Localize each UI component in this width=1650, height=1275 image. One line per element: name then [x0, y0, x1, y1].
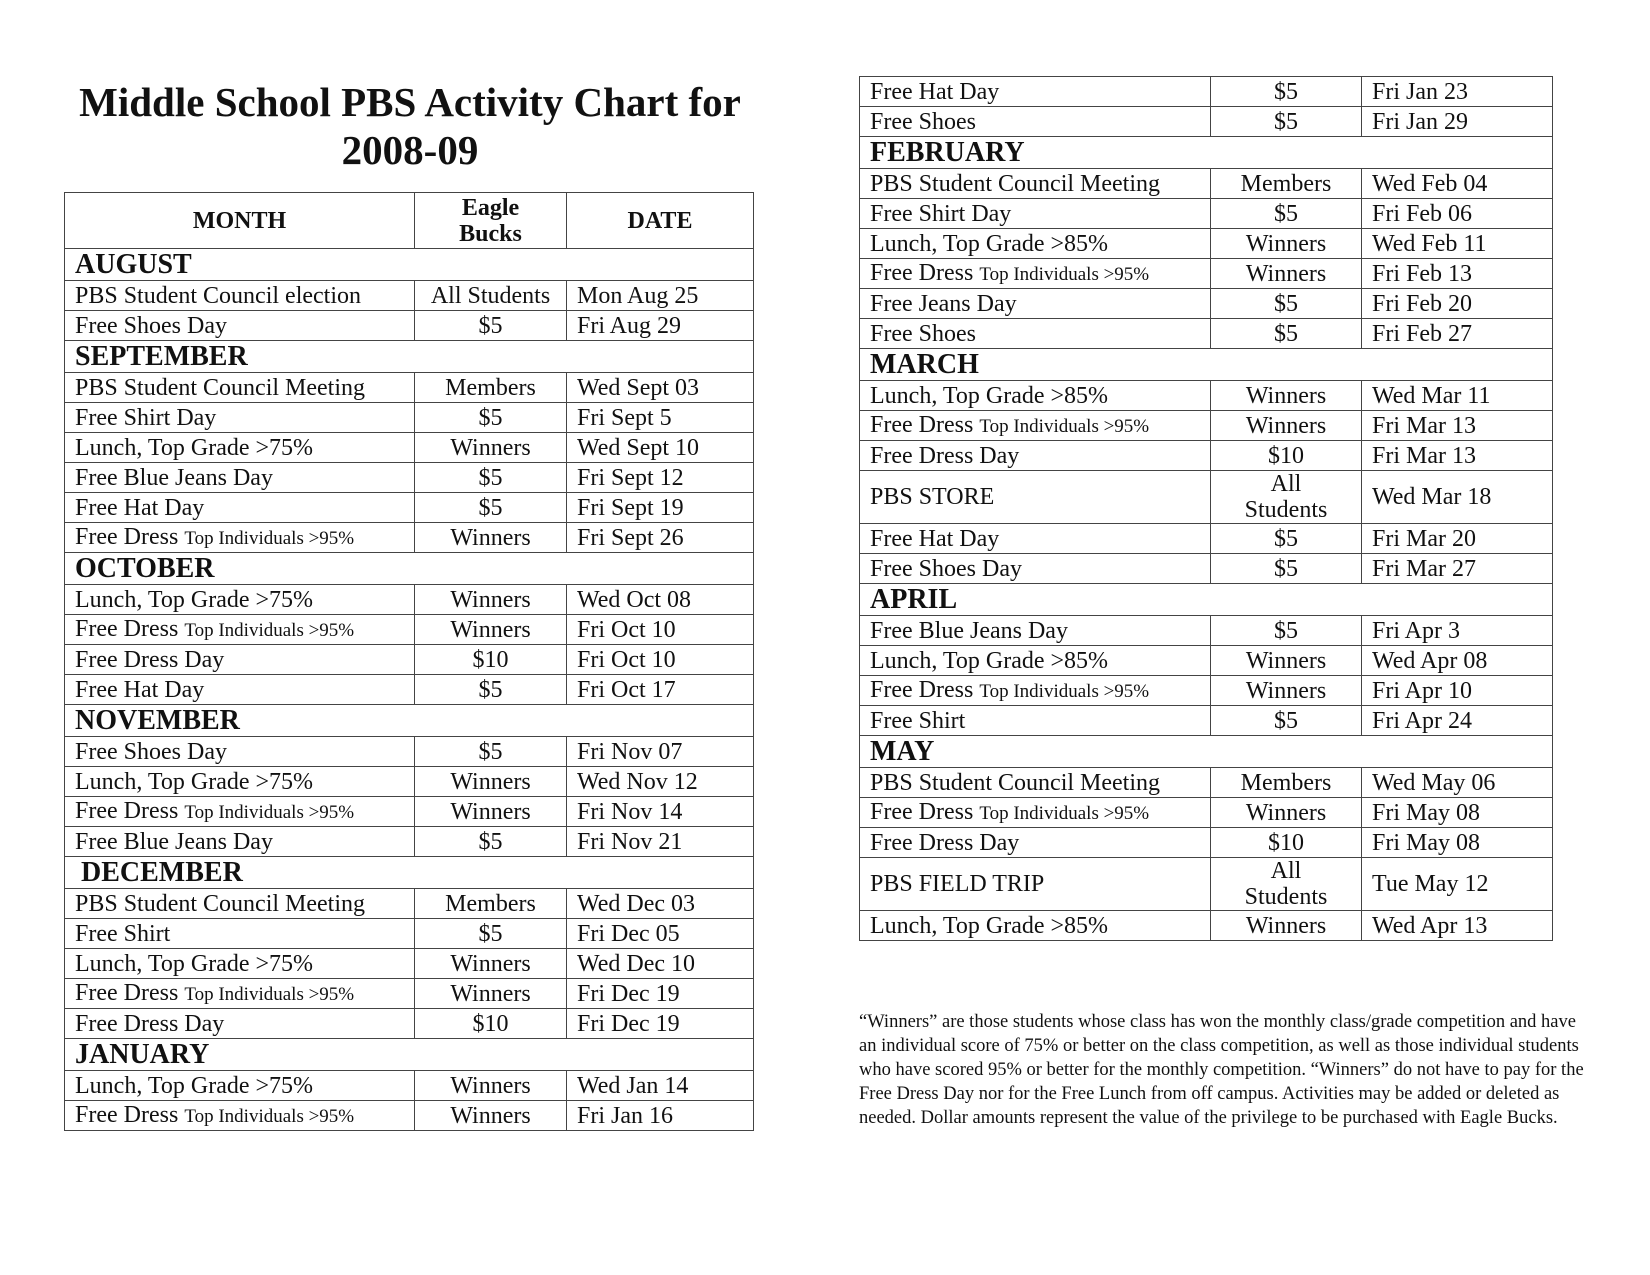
eagle-bucks-cell: Winners [1211, 381, 1362, 411]
table-row [860, 554, 1553, 584]
table-row [65, 403, 754, 433]
page-title [60, 78, 760, 174]
table-row [65, 523, 754, 553]
date-cell: Fri Oct 17 [567, 675, 754, 705]
schedule-table-right [859, 76, 1553, 941]
activity-cell: Free Shoes Day [860, 554, 1211, 584]
eagle-bucks-cell: $10 [415, 645, 567, 675]
table-row [65, 919, 754, 949]
month-label: SEPTEMBER [65, 341, 754, 373]
month-label: OCTOBER [65, 553, 754, 585]
date-cell: Fri Aug 29 [567, 311, 754, 341]
table-row [65, 889, 754, 919]
date-cell: Wed Nov 12 [567, 767, 754, 797]
date-cell: Fri Feb 27 [1362, 319, 1553, 349]
month-label: JANUARY [65, 1039, 754, 1071]
date-cell: Fri Jan 23 [1362, 77, 1553, 107]
eagle-bucks-cell: $10 [1211, 828, 1362, 858]
date-cell: Fri Oct 10 [567, 615, 754, 645]
table-row [860, 199, 1553, 229]
eagle-bucks-cell: Winners [415, 1101, 567, 1131]
eagle-bucks-cell: $10 [1211, 441, 1362, 471]
eagle-bucks-cell: Winners [1211, 411, 1362, 441]
eagle-bucks-cell: $5 [1211, 554, 1362, 584]
activity-qualifier: Top Individuals >95% [184, 801, 355, 823]
table-row-pbs-field-trip [860, 858, 1553, 911]
date-cell: Wed Sept 03 [567, 373, 754, 403]
eagle-bucks-cell: Winners [415, 797, 567, 827]
activity-cell: Free Dress Top Individuals >95% [65, 1101, 415, 1131]
activity-cell: PBS Student Council Meeting [860, 169, 1211, 199]
header-month: MONTH [65, 193, 415, 249]
eagle-bucks-cell: Winners [415, 433, 567, 463]
date-cell: Fri Apr 3 [1362, 616, 1553, 646]
activity-cell: Free Dress Top Individuals >95% [860, 259, 1211, 289]
eagle-bucks-cell: $5 [415, 919, 567, 949]
eagle-bucks-cell: $5 [415, 403, 567, 433]
table-row [860, 77, 1553, 107]
activity-cell: Lunch, Top Grade >75% [65, 433, 415, 463]
date-cell: Fri Feb 06 [1362, 199, 1553, 229]
activity-cell: Lunch, Top Grade >75% [65, 585, 415, 615]
activity-cell: PBS Student Council election [65, 281, 415, 311]
header-date: DATE [567, 193, 754, 249]
footnote: “Winners” are those students whose class has won the monthly class/grade competition and have an individual score of 75% or better on the class competition, as well as those individual students who have scored 95% or better for the monthly competition. “Winners” do not have to pay for the Free Dress Day nor for the Free Lunch from off campus. Activities may be added or deleted as needed. Dollar amounts represent the value of the privilege to be purchased with Eagle Bucks. [859, 1012, 1584, 1128]
table-row [860, 706, 1553, 736]
activity-cell: Free Dress Top Individuals >95% [65, 797, 415, 827]
table-row [860, 169, 1553, 199]
date-cell: Fri Apr 24 [1362, 706, 1553, 736]
eagle-bucks-cell: $5 [415, 463, 567, 493]
activity-qualifier: Top Individuals >95% [184, 527, 355, 549]
activity-cell: Free Dress Top Individuals >95% [860, 798, 1211, 828]
date-cell: Mon Aug 25 [567, 281, 754, 311]
eagle-bucks-cell: $5 [1211, 616, 1362, 646]
activity-qualifier: Top Individuals >95% [979, 802, 1150, 824]
table-row [65, 373, 754, 403]
date-cell: Fri Nov 14 [567, 797, 754, 827]
activity-cell: PBS STORE [860, 471, 1211, 524]
table-row [65, 1071, 754, 1101]
title-line-1: Middle School PBS Activity Chart for [79, 79, 741, 125]
table-row [65, 463, 754, 493]
date-cell: Fri Feb 20 [1362, 289, 1553, 319]
activity-cell: Lunch, Top Grade >75% [65, 1071, 415, 1101]
activity-qualifier: Top Individuals >95% [184, 983, 355, 1005]
eagle-bucks-cell: Winners [415, 1071, 567, 1101]
date-cell: Wed Mar 11 [1362, 381, 1553, 411]
activity-cell: Free Dress Top Individuals >95% [860, 411, 1211, 441]
activity-cell: Free Dress Day [65, 1009, 415, 1039]
month-header-row [65, 1039, 754, 1071]
activity-cell: Free Shoes [860, 107, 1211, 137]
activity-cell: Free Shirt [65, 919, 415, 949]
month-label: DECEMBER [65, 857, 754, 889]
month-label: AUGUST [65, 249, 754, 281]
eagle-bucks-cell: $5 [415, 493, 567, 523]
activity-cell: Free Dress Day [860, 441, 1211, 471]
table-row [860, 798, 1553, 828]
table-row [860, 289, 1553, 319]
date-cell: Fri Nov 21 [567, 827, 754, 857]
date-cell: Fri Nov 07 [567, 737, 754, 767]
activity-cell: Lunch, Top Grade >75% [65, 767, 415, 797]
date-cell: Fri May 08 [1362, 798, 1553, 828]
eagle-bucks-cell: Winners [1211, 646, 1362, 676]
date-cell: Fri Jan 16 [567, 1101, 754, 1131]
table-row [860, 646, 1553, 676]
table-row [860, 381, 1553, 411]
table-row [65, 797, 754, 827]
date-cell: Fri Feb 13 [1362, 259, 1553, 289]
date-cell: Fri Mar 20 [1362, 524, 1553, 554]
eagle-bucks-cell: $5 [415, 311, 567, 341]
activity-qualifier: Top Individuals >95% [979, 263, 1150, 285]
date-cell: Fri May 08 [1362, 828, 1553, 858]
activity-qualifier: Top Individuals >95% [979, 415, 1150, 437]
activity-cell: Free Blue Jeans Day [860, 616, 1211, 646]
date-cell: Fri Jan 29 [1362, 107, 1553, 137]
eagle-bucks-cell: $5 [1211, 706, 1362, 736]
date-cell: Wed Apr 13 [1362, 911, 1553, 941]
activity-qualifier: Top Individuals >95% [184, 619, 355, 641]
month-header-row [65, 553, 754, 585]
eagle-bucks-cell: All Students [415, 281, 567, 311]
date-cell: Fri Dec 05 [567, 919, 754, 949]
table-row [860, 441, 1553, 471]
date-cell: Fri Dec 19 [567, 1009, 754, 1039]
activity-cell: Free Blue Jeans Day [65, 463, 415, 493]
date-cell: Wed Feb 11 [1362, 229, 1553, 259]
activity-cell: PBS Student Council Meeting [65, 373, 415, 403]
table-row [65, 767, 754, 797]
activity-cell: PBS Student Council Meeting [860, 768, 1211, 798]
activity-cell: Lunch, Top Grade >85% [860, 229, 1211, 259]
table-row [65, 493, 754, 523]
activity-qualifier: Top Individuals >95% [184, 1105, 355, 1127]
table-row [65, 615, 754, 645]
eagle-bucks-cell: $5 [415, 827, 567, 857]
schedule-table-left [64, 192, 754, 1131]
activity-cell: Free Dress Day [65, 645, 415, 675]
activity-cell: Free Hat Day [65, 493, 415, 523]
table-row [65, 737, 754, 767]
table-row [860, 107, 1553, 137]
activity-cell: Free Jeans Day [860, 289, 1211, 319]
activity-cell: Free Hat Day [860, 524, 1211, 554]
date-cell: Fri Apr 10 [1362, 676, 1553, 706]
eagle-bucks-cell: $5 [1211, 319, 1362, 349]
table-row [65, 1009, 754, 1039]
eagle-bucks-cell: Winners [415, 979, 567, 1009]
activity-cell: Free Shirt Day [65, 403, 415, 433]
activity-cell: PBS FIELD TRIP [860, 858, 1211, 911]
eagle-bucks-cell: Winners [1211, 911, 1362, 941]
date-cell: Tue May 12 [1362, 858, 1553, 911]
activity-cell: Free Shoes Day [65, 737, 415, 767]
eagle-bucks-cell: Winners [1211, 229, 1362, 259]
table-row [860, 229, 1553, 259]
date-cell: Fri Mar 13 [1362, 411, 1553, 441]
eagle-bucks-cell: All Students [1211, 471, 1362, 524]
month-header-row [65, 249, 754, 281]
activity-qualifier: Top Individuals >95% [979, 680, 1150, 702]
activity-cell: Free Dress Top Individuals >95% [65, 523, 415, 553]
month-label: APRIL [860, 584, 1553, 616]
table-row [860, 676, 1553, 706]
eagle-bucks-cell: All Students [1211, 858, 1362, 911]
table-row [65, 675, 754, 705]
activity-cell: Free Shoes [860, 319, 1211, 349]
eagle-bucks-cell: $5 [1211, 524, 1362, 554]
table-row [860, 616, 1553, 646]
eagle-bucks-cell: Winners [415, 585, 567, 615]
activity-cell: Free Shirt Day [860, 199, 1211, 229]
month-label: FEBRUARY [860, 137, 1553, 169]
activity-cell: Lunch, Top Grade >85% [860, 911, 1211, 941]
month-header-row [860, 349, 1553, 381]
activity-cell: Lunch, Top Grade >85% [860, 381, 1211, 411]
eagle-bucks-cell: Members [415, 889, 567, 919]
table-row [65, 979, 754, 1009]
eagle-bucks-cell: Winners [415, 615, 567, 645]
table-row [860, 828, 1553, 858]
eagle-bucks-cell: $5 [415, 675, 567, 705]
date-cell: Fri Sept 12 [567, 463, 754, 493]
month-label: NOVEMBER [65, 705, 754, 737]
month-header-row [860, 584, 1553, 616]
title-line-2: 2008-09 [341, 127, 479, 173]
table-row [860, 911, 1553, 941]
date-cell: Wed Dec 10 [567, 949, 754, 979]
month-label: MARCH [860, 349, 1553, 381]
table-row [65, 1101, 754, 1131]
activity-cell: Free Blue Jeans Day [65, 827, 415, 857]
eagle-bucks-cell: Winners [415, 949, 567, 979]
eagle-bucks-cell: Winners [1211, 676, 1362, 706]
eagle-bucks-cell: $10 [415, 1009, 567, 1039]
eagle-bucks-cell: Winners [1211, 259, 1362, 289]
eagle-bucks-cell: Members [415, 373, 567, 403]
eagle-bucks-cell: Members [1211, 768, 1362, 798]
activity-cell: Lunch, Top Grade >85% [860, 646, 1211, 676]
activity-cell: Free Dress Top Individuals >95% [860, 676, 1211, 706]
date-cell: Wed Feb 04 [1362, 169, 1553, 199]
date-cell: Wed Sept 10 [567, 433, 754, 463]
date-cell: Fri Mar 13 [1362, 441, 1553, 471]
eagle-bucks-cell: Winners [1211, 798, 1362, 828]
table-row [65, 827, 754, 857]
eagle-bucks-cell: $5 [1211, 77, 1362, 107]
date-cell: Fri Sept 19 [567, 493, 754, 523]
table-row [65, 433, 754, 463]
activity-cell: Free Hat Day [860, 77, 1211, 107]
date-cell: Wed Mar 18 [1362, 471, 1553, 524]
eagle-bucks-cell: Members [1211, 169, 1362, 199]
date-cell: Fri Oct 10 [567, 645, 754, 675]
date-cell: Wed Jan 14 [567, 1071, 754, 1101]
eagle-bucks-cell: $5 [415, 737, 567, 767]
month-header-row [860, 137, 1553, 169]
month-label: MAY [860, 736, 1553, 768]
eagle-bucks-cell: $5 [1211, 107, 1362, 137]
table-row [860, 259, 1553, 289]
activity-cell: Free Dress Top Individuals >95% [65, 979, 415, 1009]
date-cell: Fri Dec 19 [567, 979, 754, 1009]
month-header-row [65, 705, 754, 737]
table-row [860, 768, 1553, 798]
eagle-bucks-cell: Winners [415, 523, 567, 553]
date-cell: Wed Apr 08 [1362, 646, 1553, 676]
table-header-row [65, 193, 754, 249]
month-header-row [860, 736, 1553, 768]
date-cell: Fri Sept 26 [567, 523, 754, 553]
date-cell: Wed Oct 08 [567, 585, 754, 615]
table-row [65, 645, 754, 675]
eagle-bucks-cell: $5 [1211, 199, 1362, 229]
date-cell: Fri Mar 27 [1362, 554, 1553, 584]
activity-cell: Free Hat Day [65, 675, 415, 705]
table-row [860, 524, 1553, 554]
table-row [860, 411, 1553, 441]
header-eagle-bucks: Eagle Bucks [415, 193, 567, 249]
table-row-pbs-store [860, 471, 1553, 524]
activity-cell: Free Shoes Day [65, 311, 415, 341]
date-cell: Wed May 06 [1362, 768, 1553, 798]
month-header-row [65, 341, 754, 373]
activity-cell: PBS Student Council Meeting [65, 889, 415, 919]
table-row [65, 311, 754, 341]
date-cell: Fri Sept 5 [567, 403, 754, 433]
date-cell: Wed Dec 03 [567, 889, 754, 919]
table-row [860, 319, 1553, 349]
activity-cell: Free Shirt [860, 706, 1211, 736]
activity-cell: Lunch, Top Grade >75% [65, 949, 415, 979]
activity-cell: Free Dress Top Individuals >95% [65, 615, 415, 645]
table-row [65, 585, 754, 615]
eagle-bucks-cell: Winners [415, 767, 567, 797]
eagle-bucks-cell: $5 [1211, 289, 1362, 319]
month-header-row [65, 857, 754, 889]
activity-cell: Free Dress Day [860, 828, 1211, 858]
table-row [65, 281, 754, 311]
table-row [65, 949, 754, 979]
